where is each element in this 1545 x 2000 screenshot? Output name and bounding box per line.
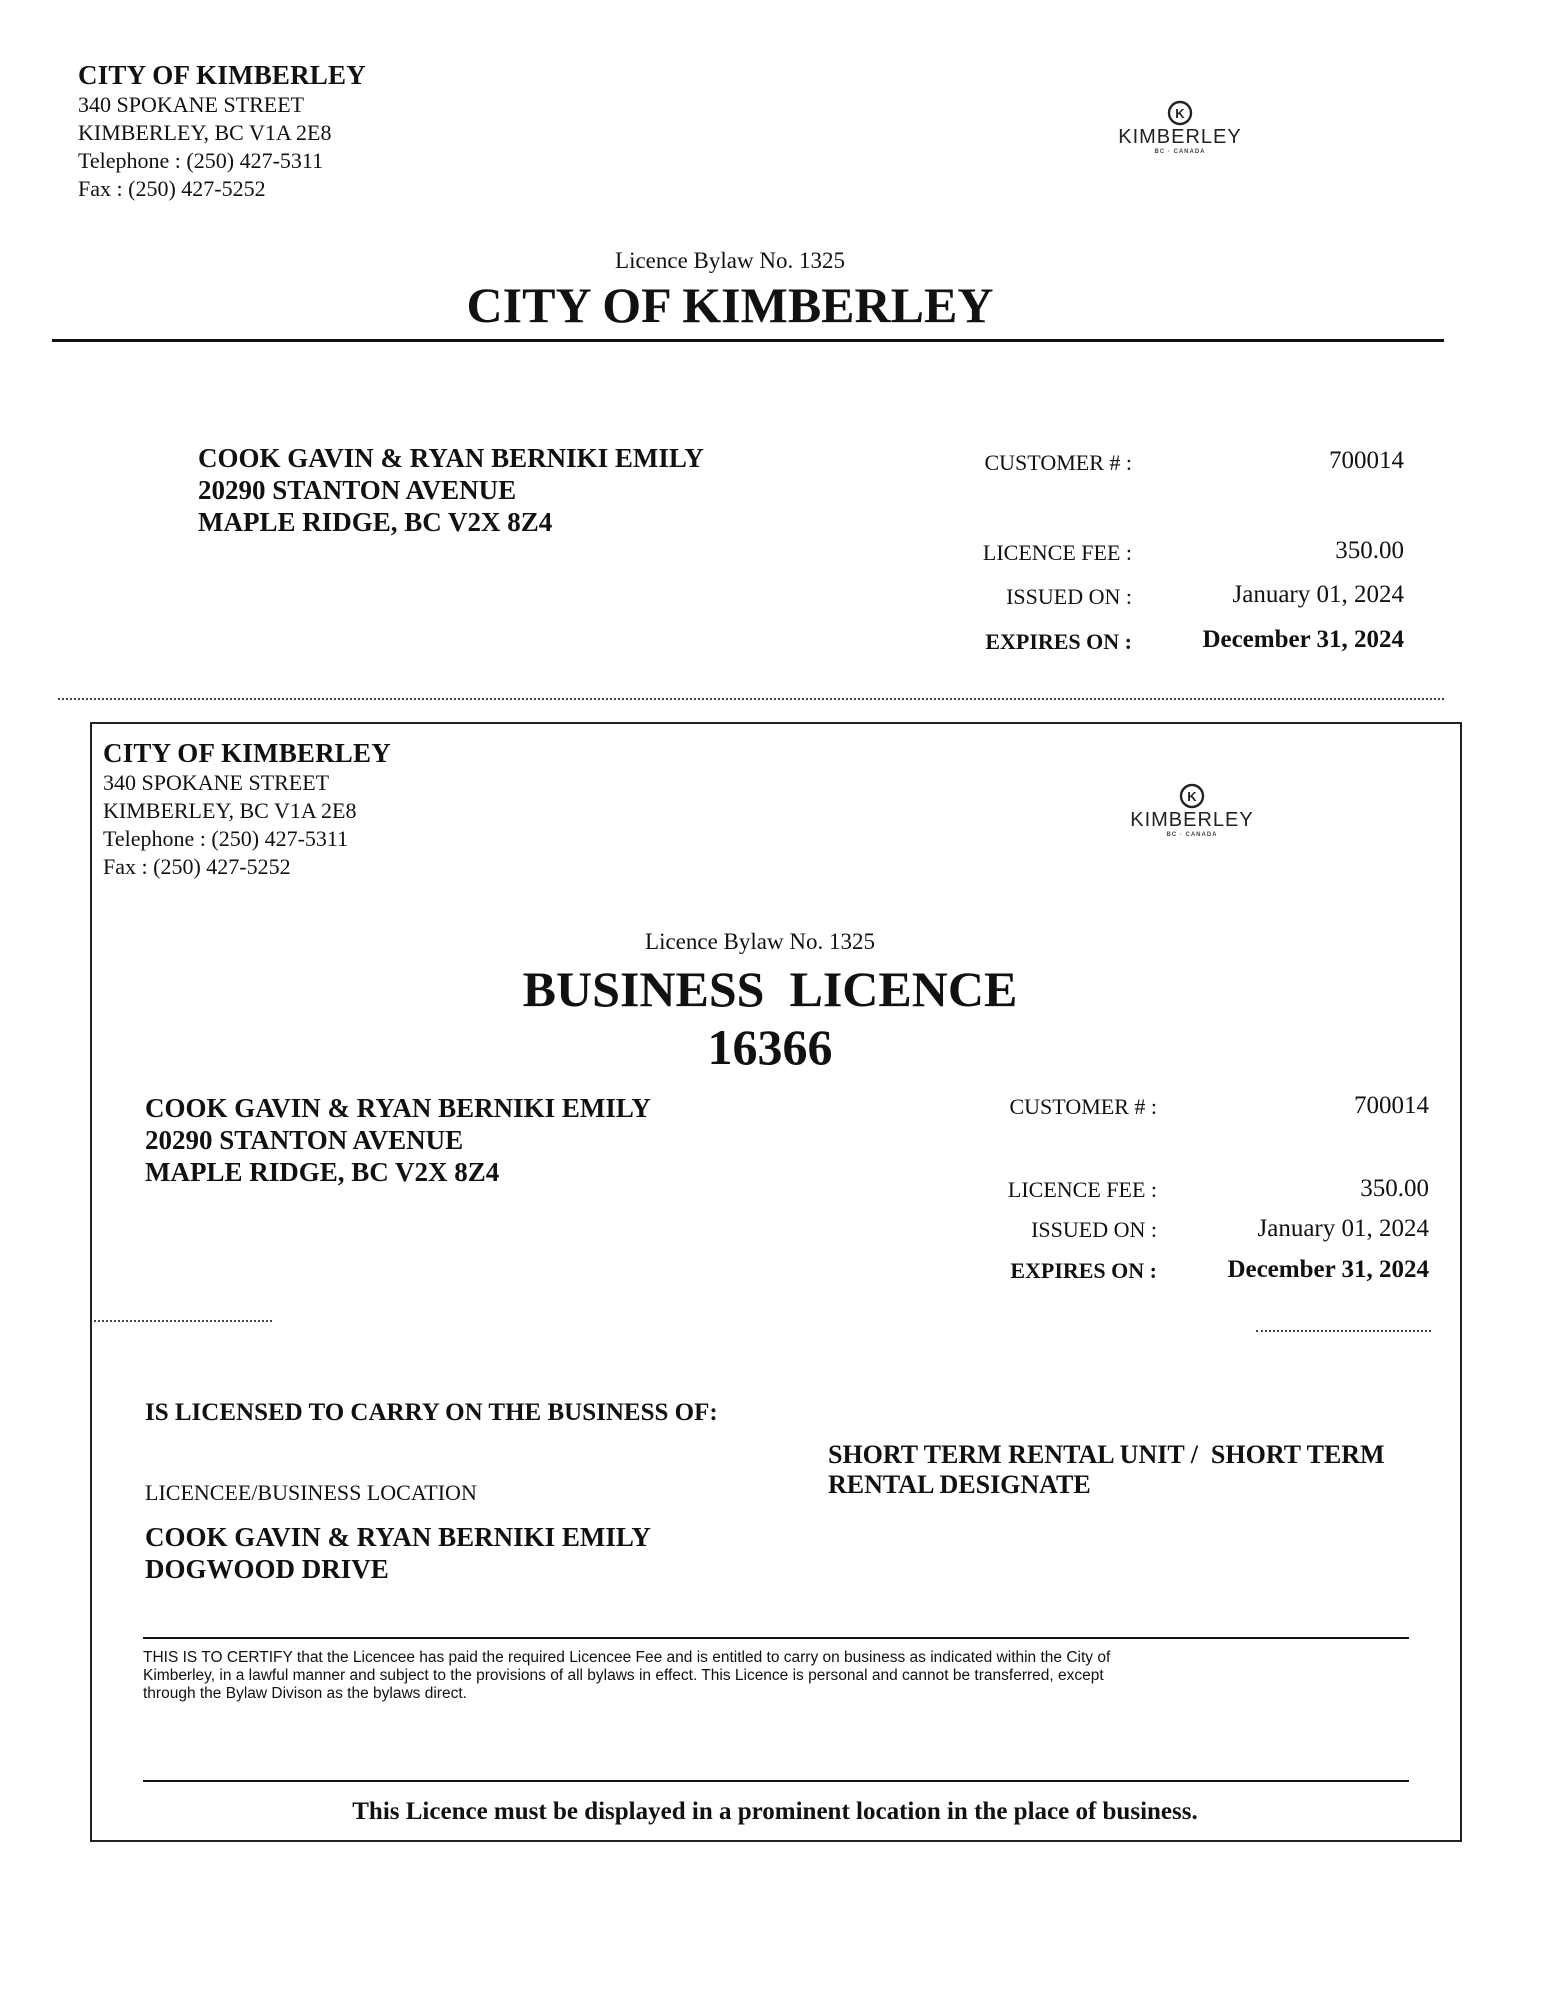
licence-sender-block [103, 738, 391, 881]
certify-line1: THIS IS TO CERTIFY that the Licencee has paid the required Licencee Fee and is entitled to carry on business as indicated within the City of [143, 1649, 1111, 1666]
sender-city: KIMBERLEY, BC V1A 2E8 [78, 120, 332, 145]
svg-text:K: K [1175, 106, 1185, 121]
top-customer-name: COOK GAVIN & RYAN BERNIKI EMILY [198, 443, 704, 473]
licence-issued-value: January 01, 2024 [1257, 1215, 1429, 1242]
top-bylaw: Licence Bylaw No. 1325 [615, 248, 845, 273]
display-note-rule [143, 1780, 1409, 1782]
licence-kimberley-logo [1092, 783, 1292, 838]
top-expires-label: EXPIRES ON : [985, 629, 1132, 654]
display-note: This Licence must be displayed in a prominent location in the place of business. [352, 1798, 1198, 1825]
licence-customer-name: COOK GAVIN & RYAN BERNIKI EMILY [145, 1093, 651, 1123]
licence-kimberley-k-icon [1179, 783, 1205, 809]
licence-sender-fax: Fax : (250) 427-5252 [103, 854, 291, 879]
top-issued-value: January 01, 2024 [1232, 581, 1404, 608]
licence-customer-city: MAPLE RIDGE, BC V2X 8Z4 [145, 1157, 500, 1187]
licence-title: BUSINESS LICENCE [522, 961, 1018, 1017]
licence-logo-name: KIMBERLEY [1130, 809, 1254, 831]
business-location-name: COOK GAVIN & RYAN BERNIKI EMILY [145, 1522, 651, 1552]
licence-customer-label: CUSTOMER # : [1009, 1094, 1157, 1119]
licence-bylaw: Licence Bylaw No. 1325 [645, 929, 875, 954]
top-title: CITY OF KIMBERLEY [466, 277, 994, 333]
licence-sender-name: CITY OF KIMBERLEY [103, 738, 391, 768]
logo-name: KIMBERLEY [1118, 126, 1242, 148]
licence-sender-city: KIMBERLEY, BC V1A 2E8 [103, 798, 357, 823]
top-customer-address [198, 442, 704, 538]
top-fee-value: 350.00 [1335, 537, 1404, 564]
svg-text:K: K [1187, 789, 1197, 804]
licence-dashes-left [94, 1320, 272, 1322]
licence-customer-address [145, 1092, 651, 1188]
top-customer-city: MAPLE RIDGE, BC V2X 8Z4 [198, 507, 553, 537]
logo-sub: BC · CANADA [1154, 149, 1206, 155]
licence-fee-label: LICENCE FEE : [1007, 1177, 1157, 1202]
business-location [145, 1521, 651, 1585]
sender-name: CITY OF KIMBERLEY [78, 60, 366, 90]
sender-fax: Fax : (250) 427-5252 [78, 176, 266, 201]
licence-logo-sub: BC · CANADA [1166, 832, 1218, 838]
licence-customer-value: 700014 [1354, 1092, 1429, 1119]
licence-sender-telephone: Telephone : (250) 427-5311 [103, 826, 349, 851]
tear-line [58, 698, 1444, 700]
top-fee-label: LICENCE FEE : [982, 540, 1132, 565]
licence-sender-street: 340 SPOKANE STREET [103, 770, 330, 795]
certify-line2: Kimberley, in a lawful manner and subject to the provisions of all bylaws in effect. This Licence is personal and cannot be transferred, except [143, 1667, 1104, 1684]
sender-block [78, 60, 366, 203]
top-customer-label: CUSTOMER # : [984, 450, 1132, 475]
business-location-label: LICENCEE/BUSINESS LOCATION [145, 1480, 477, 1505]
certify-top-rule [143, 1637, 1409, 1639]
top-customer-street: 20290 STANTON AVENUE [198, 475, 517, 505]
business-type [828, 1440, 1385, 1500]
licence-customer-street: 20290 STANTON AVENUE [145, 1125, 464, 1155]
kimberley-k-icon [1167, 100, 1193, 126]
licence-expires-label: EXPIRES ON : [1010, 1258, 1157, 1283]
top-customer-value: 700014 [1329, 447, 1404, 474]
licence-expires-value: December 31, 2024 [1227, 1256, 1429, 1283]
kimberley-logo [1080, 100, 1280, 155]
certify-line3: through the Bylaw Divison as the bylaws direct. [143, 1685, 467, 1702]
sender-street: 340 SPOKANE STREET [78, 92, 305, 117]
business-type-line1: SHORT TERM RENTAL UNIT / SHORT TERM [828, 1440, 1385, 1469]
licence-issued-label: ISSUED ON : [1031, 1217, 1157, 1242]
licence-fee-value: 350.00 [1360, 1175, 1429, 1202]
business-heading: IS LICENSED TO CARRY ON THE BUSINESS OF: [145, 1399, 718, 1426]
licence-dashes-right [1256, 1330, 1431, 1332]
certify-text [143, 1649, 1443, 1703]
sender-telephone: Telephone : (250) 427-5311 [78, 148, 324, 173]
top-expires-value: December 31, 2024 [1202, 626, 1404, 653]
top-issued-label: ISSUED ON : [1006, 584, 1132, 609]
licence-number: 16366 [707, 1019, 833, 1075]
top-title-rule [52, 339, 1444, 342]
business-location-street: DOGWOOD DRIVE [145, 1554, 389, 1584]
business-type-line2: RENTAL DESIGNATE [828, 1470, 1091, 1499]
